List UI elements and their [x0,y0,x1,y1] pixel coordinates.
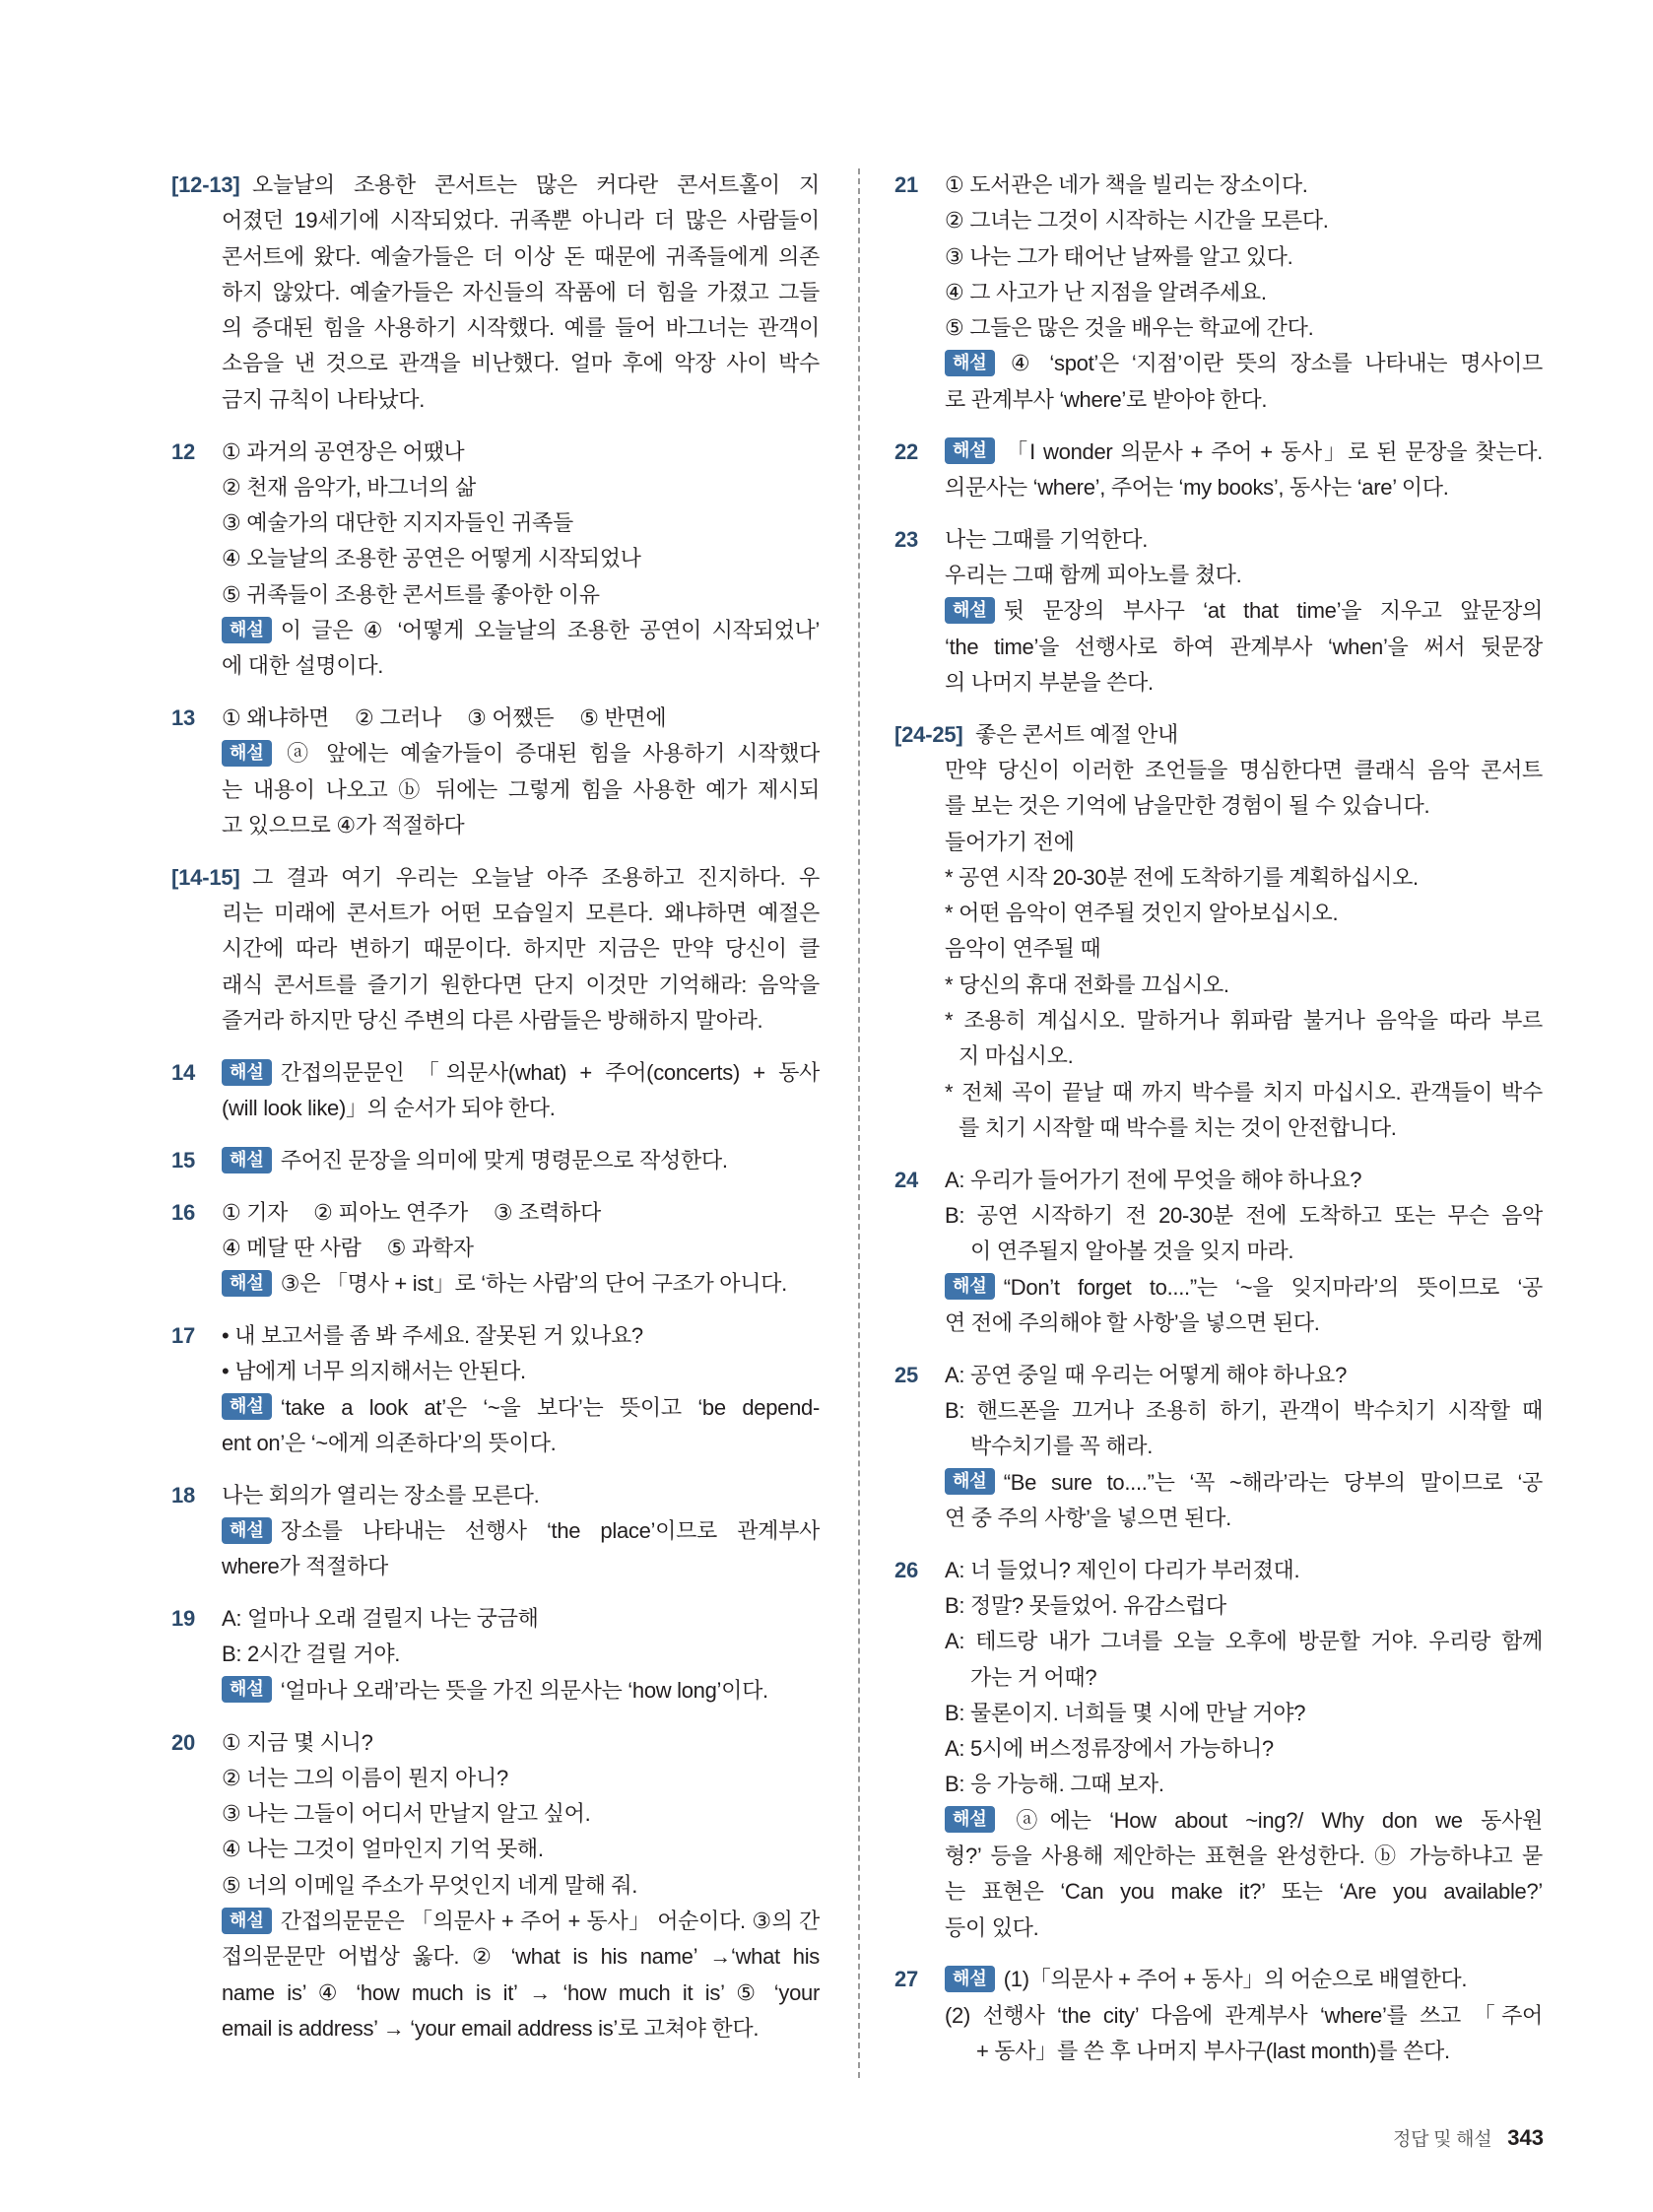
line-text: 소음을 낸 것으로 관객을 비난했다. 얼마 후에 악장 사이 박수 [222,351,820,376]
answer-item [894,717,1543,1147]
left-column [171,168,820,2063]
line-text: “Don’t forget to....”는 ‘~을 잊지마라’의 뜻이므로 ‘공 [1003,1274,1543,1300]
line-text: 에 대한 설명이다. [222,653,384,679]
line-text: 연 전에 주의해야 할 사항’을 넣으면 된다. [945,1309,1320,1335]
text-line [222,736,820,771]
explanation-badge: 해설 [222,1676,272,1703]
text-line [222,968,820,1003]
line-text: A: 5시에 버스정류장에서 가능하니? [945,1736,1274,1762]
explanation-badge: 해설 [222,1393,272,1420]
line-text: 좋은 콘서트 예절 안내 [975,721,1179,747]
text-line [945,435,1543,470]
item-number: 17 [171,1323,196,1349]
text-line [945,788,1543,824]
line-text: 고 있으므로 ④가 적절하다 [222,813,465,838]
text-line [945,1198,1543,1234]
text-line [222,1318,820,1354]
text-line [222,1426,820,1461]
line-text: ⓐ 앞에는 예술가들이 증대된 힘을 사용하기 시작했다 [280,741,820,767]
line-text: ent on’은 ‘~에게 의존하다’의 뜻이다. [222,1431,557,1455]
line-text: 는 표현은 ‘Can you make it?’ 또는 ‘Are you available?’ [945,1879,1543,1905]
text-line [975,717,1543,753]
line-text: 의문사는 ‘where’, 주어는 ‘my books’, 동사는 ‘are’ 이다. [945,474,1449,500]
line-text: ③ 나는 그가 태어난 날짜를 알고 있다. [945,243,1293,269]
text-line [945,203,1543,238]
text-line [222,203,820,238]
explanation-badge: 해설 [222,1147,272,1173]
item-number: 16 [171,1199,196,1225]
line-text: B: 공연 시작하기 전 20-30분 전에 도착하고 또는 무슨 음악 [945,1203,1543,1229]
choice-option: ③ 조력하다 [493,1199,601,1225]
text-line [222,1513,820,1549]
text-line [945,1660,1543,1696]
text-line [945,1839,1543,1874]
text-line [222,239,820,275]
line-text: • 내 보고서를 좀 봐 주세요. 잘못된 거 있나요? [222,1323,643,1349]
line-text: 가는 거 어때? [970,1664,1097,1690]
text-line [222,808,820,843]
text-line [222,541,820,576]
line-text: 그 결과 여기 우리는 오늘날 아주 조용하고 진지하다. 우 [252,864,820,890]
line-text: 하지 않았다. 예술가들은 자신들의 작품에 더 힘을 가졌고 그들 [222,279,820,304]
line-text: B: 2시간 걸릴 거야. [222,1642,401,1667]
line-text: 어졌던 19세기에 시작되었다. 귀족뿐 아니라 더 많은 사람들이 [222,208,820,234]
text-line [945,470,1543,505]
line-text: * 공연 시작 20-30분 전에 도착하기를 계획하십시오. [945,864,1419,890]
line-text: 로 관계부사 ‘where’로 받아야 한다. [945,386,1268,412]
line-text: 는 내용이 나오고 ⓑ 뒤에는 그렇게 힘을 사용한 예가 제시되 [222,776,820,802]
line-text: 주어진 문장을 의미에 맞게 명령문으로 작성한다. [280,1147,728,1173]
line-text: (2) 선행사 ‘the city’ 다음에 관계부사 ‘where’를 쓰고 「주어 [945,2002,1543,2028]
line-text: ‘take a look at’은 ‘~을 보다’는 뜻이고 ‘be depend- [280,1394,820,1420]
text-line [945,239,1543,275]
text-line [222,346,820,381]
text-line [945,1553,1543,1588]
answer-item [171,435,820,685]
line-text: B: 정말? 못들었어. 유감스럽다 [945,1592,1226,1618]
line-text: 들어가기 전에 [945,829,1075,854]
text-line [222,505,820,541]
text-line [945,346,1543,381]
text-line [222,931,820,967]
page-number: 343 [1507,2125,1544,2150]
line-text: * 조용히 계십시오. 말하거나 휘파람 불거나 음악을 따라 부르 [945,1008,1543,1034]
text-line [222,896,820,931]
right-column [894,168,1543,2086]
answer-item [171,1195,820,1303]
text-line [222,1354,820,1389]
line-text: 즐거라 하지만 당신 주변의 다른 사람들은 방해하지 말아라. [222,1008,763,1034]
choice-option: ③ 어쨌든 [467,705,555,731]
choice-option: ① 왜냐하면 [222,705,330,731]
line-text: 「I wonder 의문사 + 주어 + 동사」로 된 문장을 찾는다. [1003,438,1543,464]
text-line [945,1696,1543,1731]
text-line [222,1143,820,1178]
text-line [222,577,820,613]
explanation-badge: 해설 [222,1270,272,1297]
line-text: • 남에게 너무 의지해서는 안된다. [222,1359,526,1384]
text-line [222,1673,820,1709]
line-text: 리는 미래에 콘서트가 어떤 모습일지 모른다. 왜냐하면 예절은 [222,901,820,926]
text-line [222,275,820,310]
line-text: 박수치기를 꼭 해라. [970,1434,1154,1459]
text-line [222,1868,820,1904]
text-line [945,968,1543,1003]
line-text: * 전체 곡이 끝날 때 까지 박수를 치지 마십시오. 관객들이 박수 [945,1079,1543,1105]
line-text: 장소를 나타내는 선행사 ‘the place’이므로 관계부사 [280,1518,820,1544]
answer-item [894,522,1543,701]
answer-item [894,435,1543,506]
line-text: 음악이 연주될 때 [945,936,1101,962]
line-text: 형?’ 등을 사용해 제안하는 표현을 완성한다. ⓑ 가능하냐고 묻 [945,1843,1543,1869]
line-text: (will look like)」의 순서가 되야 한다. [222,1096,556,1121]
line-text: ‘얼마나 오래’라는 뜻을 가진 의문사는 ‘how long’이다. [280,1677,768,1703]
explanation-badge: 해설 [222,1517,272,1544]
answer-item [171,1478,820,1585]
text-line [945,1962,1543,1997]
text-line [945,1039,1543,1074]
text-line [945,825,1543,860]
text-line [222,1478,820,1513]
line-text: + 동사」를 쓴 후 나머지 부사구(last month)를 쓴다. [976,2039,1450,2064]
line-text: ④ ‘spot’은 ‘지점’이란 뜻의 장소를 나타내는 명사이므 [1003,351,1543,376]
text-line [222,1003,820,1039]
text-line [945,522,1543,558]
text-line [945,860,1543,896]
text-line [222,1601,820,1637]
line-text: 뒷 문장의 부사구 ‘at that time’을 지우고 앞문장의 [1003,598,1543,624]
line-text: 를 보는 것은 기억에 남을만한 경험이 될 수 있습니다. [945,793,1430,819]
item-number: 19 [171,1606,196,1632]
text-line [945,1624,1543,1659]
line-text: ③은 「명사 + ist」로 ‘하는 사람’의 단어 구조가 아니다. [280,1271,787,1297]
text-line [945,1465,1543,1501]
choice-row [222,1195,820,1231]
text-line [945,1393,1543,1429]
line-text: 우리는 그때 함께 피아노를 쳤다. [945,562,1242,587]
text-line [945,896,1543,931]
line-text: “Be sure to....”는 ‘꼭 ~해라’라는 당부의 말이므로 ‘공 [1003,1469,1543,1495]
answer-item [171,701,820,843]
line-text: A: 너 들었니? 제인이 다리가 부러졌대. [945,1557,1300,1582]
text-line [945,1501,1543,1536]
text-line [945,1270,1543,1306]
page-footer [1393,2122,1544,2157]
line-text: ⑤ 너의 이메일 주소가 무엇인지 네게 말해 줘. [222,1872,638,1898]
item-number: 14 [171,1059,196,1085]
answer-item [171,1143,820,1178]
text-line [222,435,820,470]
item-number: 26 [894,1557,919,1582]
explanation-badge: 해설 [945,1468,995,1495]
text-line [945,1731,1543,1767]
text-line [222,382,820,418]
line-text: * 어떤 음악이 연주될 것인지 알아보십시오. [945,901,1339,926]
text-line [945,1075,1543,1110]
text-line [945,1306,1543,1341]
text-line [222,772,820,808]
line-text: 간접의문문은 「의문사 + 주어 + 동사」 어순이다. ③의 간 [280,1909,820,1934]
answer-item [171,1725,820,2047]
text-line [945,310,1543,346]
line-text: 금지 규칙이 나타났다. [222,386,426,412]
answer-item [171,1318,820,1461]
line-text: A: 테드랑 내가 그녀를 오늘 오후에 방문할 거야. 우리랑 함께 [945,1629,1543,1654]
line-text: ⑤ 귀족들이 조용한 콘서트를 좋아한 이유 [222,581,600,607]
line-text: 이 연주될지 알아볼 것을 잊지 마라. [970,1239,1294,1264]
line-text: ④ 오늘날의 조용한 공연은 어떻게 시작되었나 [222,546,641,571]
explanation-badge: 해설 [945,1273,995,1300]
line-text: 나는 회의가 열리는 장소를 모른다. [222,1482,540,1508]
text-line [222,1390,820,1426]
answer-item [171,168,820,418]
choice-option: ② 그러나 [355,705,442,731]
item-number: 23 [894,526,919,552]
item-number: 27 [894,1967,919,1992]
explanation-badge: 해설 [222,1908,272,1934]
answer-item [171,860,820,1039]
line-text: A: 얼마나 오래 걸릴지 나는 궁금해 [222,1606,539,1632]
choice-option: ② 피아노 연주가 [313,1199,468,1225]
text-line [945,1588,1543,1624]
explanation-badge: 해설 [222,1059,272,1086]
text-line [945,1234,1543,1269]
item-number: 13 [171,705,196,731]
line-text: 연 중 주의 사항’을 넣으면 된다. [945,1505,1231,1530]
text-line [222,310,820,346]
text-line [222,1091,820,1126]
line-text: B: 응 가능해. 그때 보자. [945,1772,1164,1797]
choice-option: ⑤ 과학자 [386,1236,474,1261]
text-line [945,931,1543,967]
item-number: [12-13] [171,172,240,197]
explanation-badge: 해설 [945,437,995,464]
explanation-badge: 해설 [945,1966,995,1992]
item-number: 12 [171,438,196,464]
text-line [945,630,1543,665]
text-line [222,648,820,684]
line-text: ① 도서관은 네가 책을 빌리는 장소이다. [945,172,1308,197]
text-line [945,2034,1543,2069]
text-line [222,1939,820,1975]
text-line [222,1904,820,1939]
choice-option: ④ 메달 딴 사람 [222,1236,362,1261]
line-text: * 당신의 휴대 전화를 끄십시오. [945,972,1229,997]
line-text: name is’ ④ ‘how much is it’ → ‘how much it is’ ⑤ ‘your [222,1979,820,2005]
text-line [222,1725,820,1761]
line-text: 지 마십시오. [959,1043,1074,1069]
text-line [222,1055,820,1091]
line-text: (1)「의문사 + 주어 + 동사」의 어순으로 배열한다. [1003,1967,1468,1992]
text-line [945,1163,1543,1198]
item-number: [14-15] [171,864,240,890]
answer-item [894,168,1543,418]
line-text: 오늘날의 조용한 콘서트는 많은 커다란 콘서트홀이 지 [252,172,820,197]
text-line [222,1796,820,1832]
explanation-badge: 해설 [222,617,272,643]
text-line [222,1832,820,1867]
line-text: 래식 콘서트를 즐기기 원한다면 단지 이것만 기억해라: 음악을 [222,972,820,997]
text-line [222,470,820,505]
text-line [222,1637,820,1672]
line-text: 나는 그때를 기억한다. [945,526,1149,552]
text-line [945,1003,1543,1039]
text-line [222,1549,820,1584]
column-divider [858,168,860,2078]
text-line [945,382,1543,418]
line-text: ① 지금 몇 시니? [222,1729,373,1755]
text-line [945,1358,1543,1393]
item-number: 15 [171,1147,196,1173]
answer-item [894,1962,1543,2069]
line-text: B: 핸드폰을 끄거나 조용히 하기, 관객이 박수치기 시작할 때 [945,1398,1543,1423]
line-text: ⑤ 그들은 많은 것을 배우는 학교에 간다. [945,315,1314,341]
line-text: ① 과거의 공연장은 어땠나 [222,438,465,464]
answer-item [894,1163,1543,1341]
line-text: 만약 당신이 이러한 조언들을 명심한다면 클래식 음악 콘서트 [945,757,1543,782]
text-line [945,1910,1543,1946]
line-text: ⓐ에는 ‘How about ~ing?/ Why don we 동사원 [1003,1807,1543,1833]
item-number: 22 [894,438,919,464]
line-text: 이 글은 ④ ‘어떻게 오늘날의 조용한 공연이 시작되었나’ [280,618,820,643]
text-line [222,1761,820,1796]
line-text: ② 천재 음악가, 바그너의 삶 [222,474,477,500]
line-text: ② 그녀는 그것이 시작하는 시간을 모른다. [945,208,1329,234]
text-line [222,2011,820,2046]
line-text: 의 증대된 힘을 사용하기 시작했다. 예를 들어 바그너는 관객이 [222,315,820,341]
text-line [945,1429,1543,1464]
line-text: email is address’ → ‘your email address is’로 고쳐야 한다. [222,2015,760,2041]
text-line [945,1110,1543,1146]
text-line [945,1874,1543,1910]
text-line [945,1767,1543,1802]
answer-item [894,1553,1543,1946]
line-text: ‘the time’을 선행사로 하여 관계부사 ‘when’을 써서 뒷문장 [945,634,1543,659]
line-text: 의 나머지 부분을 쓴다. [945,669,1154,695]
explanation-badge: 해설 [945,350,995,376]
line-text: ③ 예술가의 대단한 지지자들인 귀족들 [222,510,573,536]
line-text: ② 너는 그의 이름이 뭔지 아니? [222,1765,508,1790]
text-line [945,665,1543,701]
line-text: 등이 있다. [945,1914,1039,1940]
text-line [945,753,1543,788]
item-number: 24 [894,1167,919,1192]
text-line [945,275,1543,310]
line-text: where가 적절하다 [222,1554,388,1579]
item-number: 25 [894,1362,919,1387]
line-text: B: 물론이지. 너희들 몇 시에 만날 거야? [945,1700,1306,1725]
choice-row [222,1231,820,1266]
explanation-badge: 해설 [945,1806,995,1833]
item-number: 21 [894,172,919,197]
text-line [252,860,820,896]
choice-option: ① 기자 [222,1199,289,1225]
item-number: 20 [171,1729,196,1755]
explanation-badge: 해설 [222,740,272,767]
line-text: 접의문문만 어법상 옳다. ② ‘what is his name’ →‘what his [222,1944,820,1970]
answer-item [894,1358,1543,1536]
text-line [222,613,820,648]
text-line [222,1976,820,2011]
line-text: 콘서트에 왔다. 예술가들은 더 이상 돈 때문에 귀족들에게 의존 [222,243,820,269]
choice-option: ⑤ 반면에 [579,705,667,731]
text-line [252,168,820,203]
text-line [945,168,1543,203]
text-line [945,558,1543,593]
line-text: 시간에 따라 변하기 때문이다. 하지만 지금은 만약 당신이 클 [222,936,820,962]
text-line [222,1266,820,1302]
line-text: ④ 나는 그것이 얼마인지 기억 못해. [222,1837,544,1862]
line-text: A: 공연 중일 때 우리는 어떻게 해야 하나요? [945,1362,1348,1387]
choice-row [222,701,820,736]
line-text: ③ 나는 그들이 어디서 만날지 알고 싶어. [222,1801,591,1827]
answer-item [171,1601,820,1709]
text-line [945,593,1543,629]
text-line [945,1998,1543,2034]
line-text: A: 우리가 들어가기 전에 무엇을 해야 하나요? [945,1167,1362,1192]
line-text: ④ 그 사고가 난 지점을 알려주세요. [945,279,1267,304]
line-text: 를 치기 시작할 때 박수를 치는 것이 안전합니다. [959,1114,1397,1140]
explanation-badge: 해설 [945,597,995,624]
footer-label: 정답 및 해설 [1393,2129,1492,2150]
item-number: [24-25] [894,721,963,747]
line-text: 간접의문문인 「의문사(what) + 주어(concerts) + 동사 [280,1059,820,1085]
text-line [945,1803,1543,1839]
item-number: 18 [171,1482,196,1508]
answer-item [171,1055,820,1127]
